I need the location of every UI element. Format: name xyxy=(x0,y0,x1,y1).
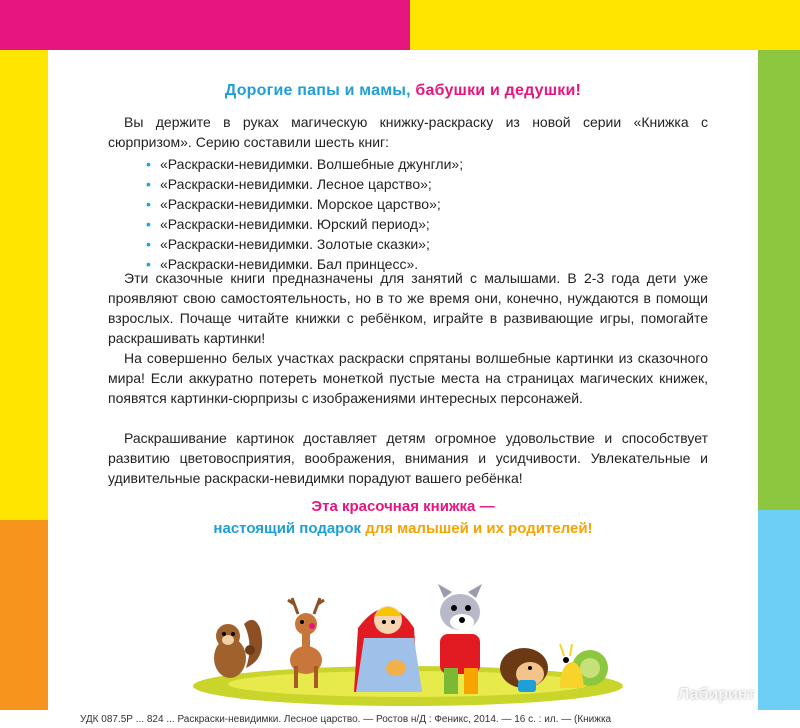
series-list xyxy=(146,154,463,274)
body-paragraph: На совершенно белых участках раскраски спрятаны волшебные картинки из сказочного мира! Если аккуратно потереть монеткой пустые места на страницах магических книжек, появятся картинки-сюрпризы с изображениями интересных персонажей. xyxy=(108,350,708,406)
heading-part-grandparents: бабушки и дедушки! xyxy=(415,82,582,99)
series-item: • «Раскраски-невидимки. Бал принцесс». xyxy=(146,254,463,274)
imprint-footer: УДК 087.5Р ... 824 ... Раскраски-невидимки. Лесное царство. — Ростов н/Д : Феникс, 2014. — 16 с. : ил. — (Книжка xyxy=(80,714,612,725)
border-band-sky xyxy=(758,510,800,710)
body-paragraph: Эти сказочные книги предназначены для занятий с малышами. В 2-3 года дети уже проявляют свою самостоятельность, но в то же время они, конечно, нуждаются в помощи взрослых. Почаще читайте книжки с ребёнком, играйте в развивающие игры, помогайте раскрашивать картинки! xyxy=(108,270,708,346)
border-band-green xyxy=(758,50,800,510)
series-item: • «Раскраски-невидимки. Лесное царство»; xyxy=(146,174,463,194)
red-riding-hood-icon xyxy=(354,606,422,692)
characters-illustration xyxy=(188,568,628,708)
series-item: • «Раскраски-невидимки. Волшебные джунгли»; xyxy=(146,154,463,174)
cta-line-1 xyxy=(48,498,758,515)
body-paragraph: Раскрашивание картинок доставляет детям огромное удовольствие и способствует развитию цветовосприятия, воображения, внимания и усидчивости. Увлекательные и удивительные раскраски-невидимки порадуют вашего ребёнка! xyxy=(108,430,708,486)
cta-gift-text: настоящий подарок xyxy=(213,520,362,537)
heading-part-parents: Дорогие папы и мамы, xyxy=(224,82,411,99)
cta-line-2 xyxy=(48,520,758,537)
series-item: • «Раскраски-невидимки. Золотые сказки»; xyxy=(146,234,463,254)
labirint-watermark: Лабиринт xyxy=(678,686,756,703)
cta-audience-text: для малышей и их родителей! xyxy=(365,520,593,537)
series-item: • «Раскраски-невидимки. Юрский период»; xyxy=(146,214,463,234)
border-band-magenta xyxy=(0,0,410,50)
snail-icon xyxy=(560,644,608,688)
border-band-yellow-top xyxy=(410,0,800,50)
page-panel xyxy=(48,50,758,710)
cta-book-text: Эта красочная книжка — xyxy=(311,498,495,515)
border-band-yellow-left xyxy=(0,50,48,520)
series-item: • «Раскраски-невидимки. Морское царство»; xyxy=(146,194,463,214)
squirrel-icon xyxy=(214,620,262,678)
page-heading xyxy=(48,82,758,100)
intro-paragraph: Вы держите в руках магическую книжку-раскраску из новой серии «Книжка с сюрпризом». Серию составили шесть книг: xyxy=(108,114,708,150)
border-band-orange xyxy=(0,520,48,710)
